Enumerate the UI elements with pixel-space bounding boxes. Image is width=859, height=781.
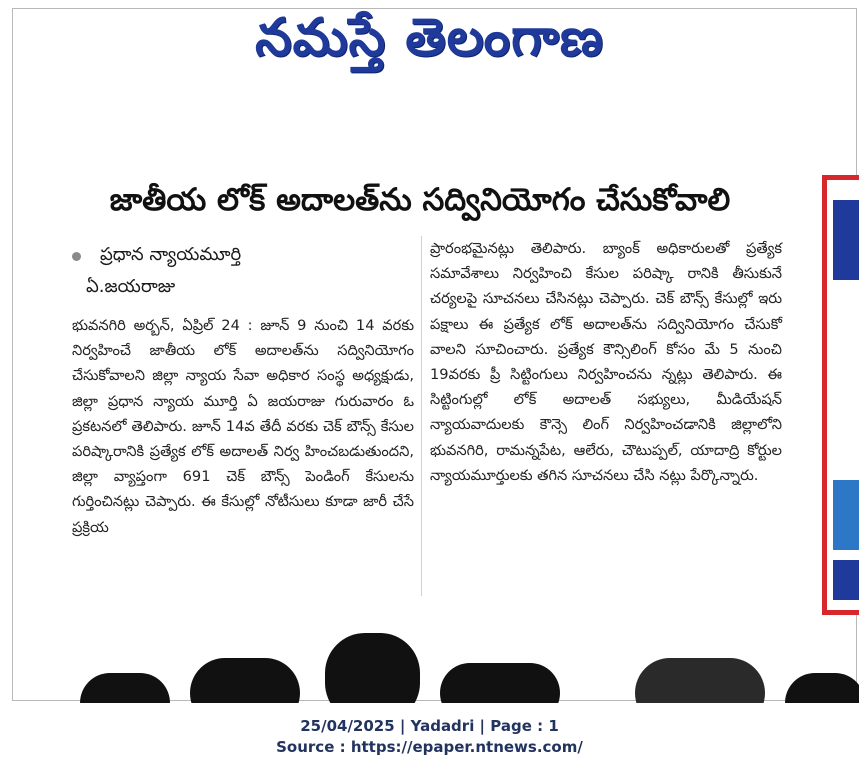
headline-fragment-glyph bbox=[785, 673, 859, 703]
masthead-logo: నమస్తే తెలంగాణ bbox=[255, 8, 604, 68]
article-column-right: ప్రారంభమైనట్లు తెలిపారు. బ్యాంక్ అధికారులతో ప్రత్యేక సమావేశాలు నిర్వహించి కేసుల పరిష్కా రానికి తీసుకునే చర్యలపై సూచనలు చేసినట్లు చెప్పారు. చెక్ బౌన్స్ కేసుల్లో ఇరు పక్షాలు ఈ ప్రత్యేక లోక్ అదాలత్‌ను సద్వినియోగం చేసుకో వాలని సూచించారు. ప్రత్యేక కౌన్సిలింగ్ కోసం మే 5 నుంచి 19వరకు ప్రీ సిట్టింగులు నిర్వహించను న్నట్లు తెలిపారు. ఈ సిట్టింగుల్లో లోక్ అదాలత్ సభ్యులు, మీడియేషన్ న్యాయవాదులకు కౌన్సె లింగ్ నిర్వహించడానికి జిల్లాలోని భువనగిరి, రామన్నపేట, ఆలేరు, చౌటుప్పల్, యాదాద్రి కోర్టుల న్యాయమూర్తులకు తగిన సూచనలు చేసి నట్లు పేర్కొన్నారు. bbox=[430, 240, 782, 484]
headline-fragment-glyph bbox=[440, 663, 560, 703]
footer-date-page: 25/04/2025 | Yadadri | Page : 1 bbox=[300, 717, 559, 735]
bullet-icon bbox=[72, 252, 81, 261]
next-headline-fragment bbox=[60, 618, 859, 703]
adjacent-article-block bbox=[833, 200, 859, 280]
headline-fragment-glyph bbox=[635, 658, 765, 703]
headline-fragment-glyph bbox=[325, 633, 420, 703]
adjacent-article-block bbox=[833, 480, 859, 550]
adjacent-article-block bbox=[833, 560, 859, 600]
footer-source-link[interactable]: Source : https://epaper.ntnews.com/ bbox=[276, 738, 583, 756]
adjacent-article-box bbox=[822, 175, 859, 615]
column-divider bbox=[421, 236, 422, 596]
subhead-line-2: ఏ.జయరాజు bbox=[86, 276, 176, 297]
headline-fragment-glyph bbox=[190, 658, 300, 703]
headline-fragment-glyph bbox=[80, 673, 170, 703]
source-footer bbox=[0, 716, 859, 758]
article-column-left: భువనగిరి అర్బన్, ఏప్రిల్ 24 : జూన్ 9 నుంచి 14 వరకు నిర్వహించే జాతీయ లోక్ అదాలత్‌ను సద్వినియోగం చేసుకోవాలని జిల్లా న్యాయ సేవా అధికార సంస్థ అధ్యక్షుడు, జిల్లా ప్రధాన న్యాయ మూర్తి ఏ జయరాజు గురువారం ఓ ప్రకటనలో తెలిపారు. జూన్ 14వ తేదీ వరకు చెక్ బౌన్స్ కేసుల పరిష్కారానికి ప్రత్యేక లోక్ అదాలత్ నిర్వ హించబడుతుందని, జిల్లా వ్యాప్తంగా 691 చెక్ బౌన్స్ పెండింగ్ కేసులను గుర్తించినట్లు చెప్పారు. ఈ కేసుల్లో నోటీసులు కూడా జారీ చేసే ప్రక్రియ bbox=[72, 317, 414, 536]
subhead-line-1: ప్రధాన న్యాయమూర్తి bbox=[100, 244, 242, 265]
article-headline: జాతీయ లోక్ అదాలత్‌ను సద్వినియోగం చేసుకోవాలి bbox=[109, 182, 731, 218]
